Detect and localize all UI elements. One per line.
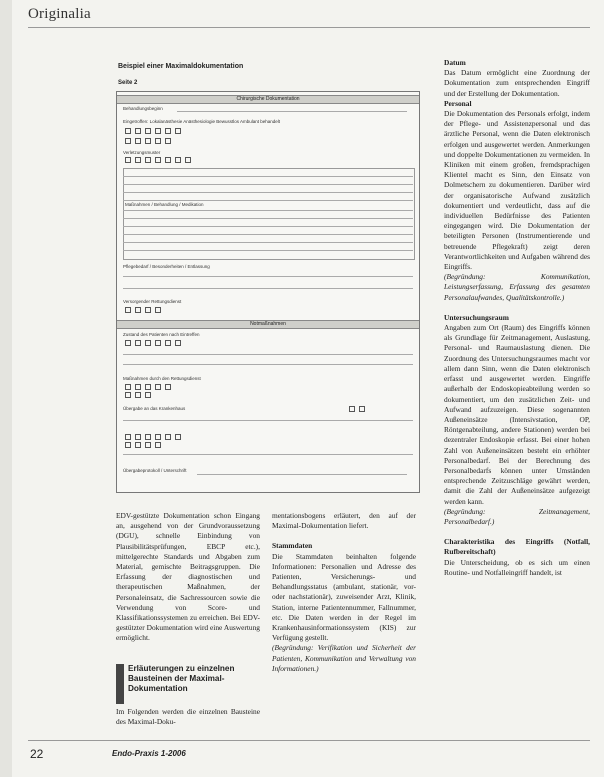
form-line (123, 200, 413, 201)
form-line (123, 276, 413, 277)
paragraph: EDV-gestützte Dokumentation schon Eingang an, ausgehend von der Grundvoraussetzung (DGU), schnelle Einbindung von Plausibilitätsprüfungen, EBCP etc.), mittelgerechte Standards und Abgaben zum Material, gemischte Beitragsgruppen. Die Erfassung der diagnostischen und therapeutischen Maßnahmen, der Personaleinsatz, die Sachressourcen sowie die Verwendung von Score- und Klassifikationssystemen zu erreichen. Bei EDV-gestützter Dokumentation wird eine Auswertung ermöglicht. (116, 511, 260, 643)
form-row: Übergabe an das Krankenhaus (123, 406, 186, 411)
form-table (123, 168, 415, 260)
text-column-2 (272, 511, 416, 674)
subheading: Stammdaten (272, 541, 313, 551)
form-line (123, 176, 413, 177)
form-checkbox-row (123, 128, 183, 134)
form-checkbox-row (123, 442, 163, 448)
text-column-1 (116, 511, 260, 644)
form-section-bar: Notmaßnahmen (117, 320, 419, 329)
form-line (123, 364, 413, 365)
form-checkbox-row (123, 434, 183, 440)
page-number: 22 (30, 747, 44, 761)
form-section-bar: Chirurgische Dokumentation (117, 95, 419, 104)
form-row: Pflegebedarf / Besonderheiten / Entlassung (123, 264, 210, 269)
form-checkbox-row (123, 392, 153, 398)
paragraph: Die Unterscheidung, ob es sich um einen Routine- und Notfalleingriff handelt, ist (444, 557, 590, 577)
paragraph: Angaben zum Ort (Raum) des Eingriffs können als Grundlage für Zeitmanagement, Auslastung, Personal- und Raumauslastung dienen. Die Zuordnung des Untersuchungsraumes macht vor allem dann Sinn, wenn die Daten elektronisch erfasst und ausgewertet werden. Eingriffe außerhalb der Endoskopieabteilung werden so dokumentiert, um den zusätzlichen Zeit- und Aufwand aufzuzeigen. Diese sogenannten Außeneinsätze (Intensivstation, OP, Röntgenabteilung, andere Stationen) werden bei dezentraler Endoskopie erfasst. Bei einer hohen Zahl von Außeneinsätzen besteht ein erhöhter Personalbedarf. Bei der Berechnung des Personalbedarfs können unter Umständen entsprechende Zeitzuschläge gewährt werden, damit die Zahl der Außeneinsätze aufgezeigt werden kann. (444, 323, 590, 506)
form-line (123, 242, 413, 243)
form-checkbox-row (123, 138, 173, 144)
form-row: Verletzungsmuster (123, 150, 161, 155)
form-row: Versorgender Rettungsdienst (123, 299, 182, 304)
paragraph: Im Folgenden werden die einzelnen Bausteine des Maximal-Doku- (116, 707, 260, 727)
form-line (123, 226, 413, 227)
section-title: Erläuterungen zu einzelnen Bausteinen der Maximal-Dokumentation (128, 664, 235, 693)
form-checkbox-row (347, 406, 367, 412)
form-line (177, 111, 407, 112)
form-row: Maßnahmen / Behandlung / Medikation (125, 202, 204, 207)
subheading: Charakteristika des Eingriffs (Notfall, Rufbereitschaft) (444, 537, 590, 557)
form-line (123, 454, 413, 455)
text-column-1-cont (116, 707, 260, 727)
form-row: Eingetroffen: Lokalanästhesie Anästhesiologie Bewusstlos Ambulant behandelt (123, 119, 281, 124)
form-row: Übergabeprotokoll / Unterschrift (123, 468, 187, 473)
form-checkbox-row (123, 157, 193, 163)
form-line (197, 474, 407, 475)
section-marker (116, 664, 124, 704)
form-checkbox-row (123, 340, 183, 346)
journal-name: Endo-Praxis 1-2006 (112, 749, 186, 758)
section-header: Originalia (28, 6, 91, 22)
form-row: Zustand des Patienten nach Eintreffen (123, 332, 200, 337)
form-line (123, 218, 413, 219)
form-row: Behandlungsbeginn (123, 106, 163, 111)
paragraph: Die Stammdaten beinhalten folgende Informationen: Personalien und Adresse des Patienten, Versicherungs- und Behandlungsstatus (ambulant, stationär, vor- oder nachstationär), zuweisender Arzt, Klinik, Station, interne Patientennummer, Fallnummer, etc. Die Daten werden in der Regel im Krankenhausinformationssystem (KIS) zur Verfügung gestellt. (272, 551, 416, 643)
form-line (123, 210, 413, 211)
text-column-3 (444, 58, 590, 578)
form-line (123, 288, 413, 289)
form-line (123, 250, 413, 251)
figure-subtitle: Seite 2 (118, 80, 138, 86)
form-checkbox-row (123, 307, 163, 313)
form-row: Maßnahmen durch den Rettungsdienst (123, 376, 201, 381)
paragraph-italic: (Begründung: Kommunikation, Leistungserfassung, Erfassung des gesamten Personalaufwandes, Qualitätskontrolle.) (444, 272, 590, 302)
form-checkbox-row (123, 384, 173, 390)
form-line (123, 354, 413, 355)
subheading: Personal (444, 98, 472, 108)
paragraph-italic: (Begründung: Verifikation und Sicherheit der Patienten, Kommunikation und Verwaltung von Informationen.) (272, 643, 416, 673)
form-line (123, 420, 413, 421)
figure-title: Beispiel einer Maximaldokumentation (118, 63, 244, 70)
subheading: Untersuchungsraum (444, 312, 509, 322)
paragraph: Die Dokumentation des Personals erfolgt, indem der Pflege- und Assistenzpersonal und das ärztliche Personal, wenn die Daten elektronisch erfolgen und ausgewertet werden. Anmerkungen und doppelte Dokumentationen zu vermeiden. In Kliniken mit einem großen, fremdsprachigen Klientel macht es Sinn, den Einsatz von Dolmetschern zu dokumentieren. Darüber wird der organisatorische Aufwand zusätzlich dokumentiert und verdeutlicht, dass auf die individuellen Bedürfnisse des Patienten eingegangen wird. Die Dokumentation der beteiligten Personen (Instrumentierende und betreuende Pflegekraft) zeigt deren Verantwortlichkeiten und Aufgaben während des Eingriffs. (444, 109, 590, 272)
paragraph-italic: (Begründung: Zeitmanagement, Personalbedarf.) (444, 506, 590, 526)
form-line (123, 184, 413, 185)
paragraph: mentationsbogens erläutert, den auf der Maximal-Dokumentation liefert. (272, 511, 416, 531)
page-edge (0, 0, 12, 777)
paragraph: Das Datum ermöglicht eine Zuordnung der Dokumentation zum entsprechenden Eingriff und der Erstellung der Dokumentation. (444, 68, 590, 98)
form-line (123, 192, 413, 193)
header-rule (28, 27, 590, 28)
subheading: Datum (444, 58, 466, 67)
footer-rule (28, 740, 590, 741)
documentation-form (116, 91, 420, 493)
form-line (123, 234, 413, 235)
